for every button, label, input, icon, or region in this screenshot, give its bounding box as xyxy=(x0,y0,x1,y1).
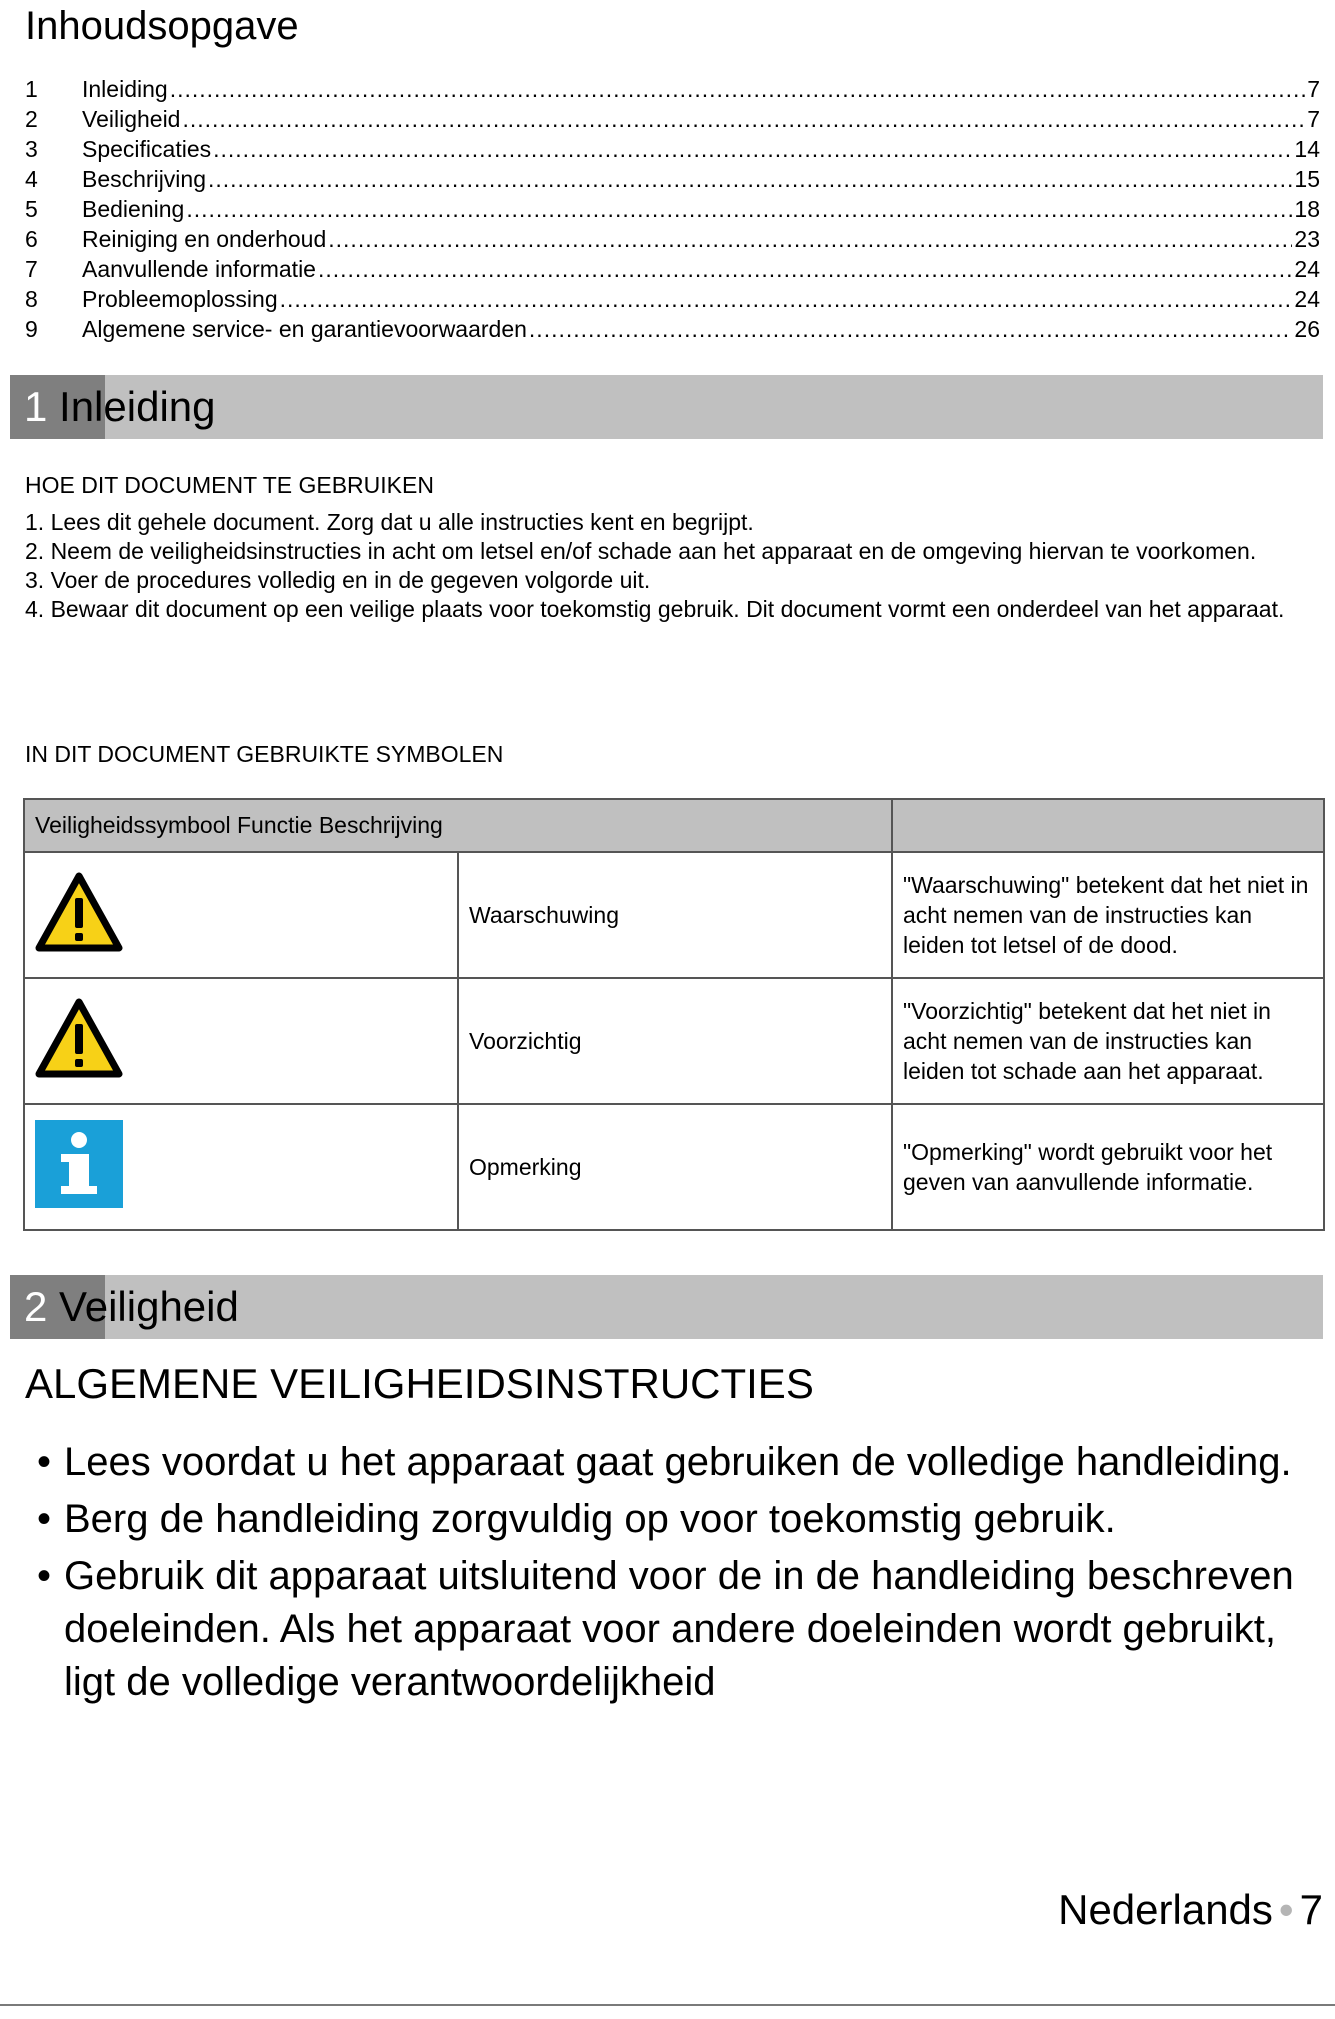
toc-label: Specificaties xyxy=(82,136,212,162)
toc-label: Aanvullende informatie xyxy=(82,256,316,282)
description-cell: "Voorzichtig" betekent dat het niet in acht nemen van de instructies kan leiden tot schade aan het apparaat. xyxy=(892,978,1324,1104)
bullet-icon: • xyxy=(37,1554,52,1598)
footer-separator: • xyxy=(1278,1886,1294,1933)
usage-steps xyxy=(25,508,1315,624)
section-title: Inleiding xyxy=(59,383,216,430)
bullet-text: Lees voordat u het apparaat gaat gebruiken de volledige handleiding. xyxy=(64,1440,1292,1484)
toc-page: 7 xyxy=(1307,106,1320,132)
toc-page: 14 xyxy=(1294,136,1320,162)
section-1-header xyxy=(10,375,1323,439)
toc-number: 2 xyxy=(25,106,38,132)
bullet-icon: • xyxy=(37,1440,52,1484)
toc-page: 7 xyxy=(1307,76,1320,102)
table-header-row xyxy=(24,799,1324,852)
toc-entry[interactable] xyxy=(25,196,1320,226)
function-cell: Voorzichtig xyxy=(458,978,892,1104)
safety-heading: ALGEMENE VEILIGHEIDSINSTRUCTIES xyxy=(25,1360,814,1407)
toc-title: Inhoudsopgave xyxy=(25,4,299,48)
table-row xyxy=(24,1104,1324,1230)
bottom-divider xyxy=(0,2004,1335,2006)
toc-number: 7 xyxy=(25,256,38,282)
safety-bullets xyxy=(25,1436,1325,1713)
toc-leader xyxy=(186,196,1292,223)
section-2-header xyxy=(10,1275,1323,1339)
toc-number: 3 xyxy=(25,136,38,162)
toc-number: 5 xyxy=(25,196,38,222)
section-1-title xyxy=(10,383,216,431)
page-number: 7 xyxy=(1299,1886,1323,1933)
toc-leader xyxy=(328,226,1292,253)
toc-leader xyxy=(213,136,1292,163)
description-cell: "Opmerking" wordt gebruikt voor het geven van aanvullende informatie. xyxy=(892,1104,1324,1230)
toc-number: 4 xyxy=(25,166,38,192)
bullet-text: Berg de handleiding zorgvuldig op voor toekomstig gebruik. xyxy=(64,1497,1116,1541)
warning-icon xyxy=(35,872,123,952)
section-2-title xyxy=(10,1283,239,1331)
symbol-cell xyxy=(24,978,458,1104)
footer-language: Nederlands xyxy=(1058,1886,1273,1933)
info-icon xyxy=(35,1120,123,1208)
symbol-cell xyxy=(24,1104,458,1230)
function-cell: Opmerking xyxy=(458,1104,892,1230)
description-cell: "Waarschuwing" betekent dat het niet in acht nemen van de instructies kan leiden tot letsel of de dood. xyxy=(892,852,1324,978)
page-footer xyxy=(1058,1886,1323,1934)
toc-entry[interactable] xyxy=(25,76,1320,106)
list-item: 2. Neem de veiligheidsinstructies in acht om letsel en/of schade aan het apparaat en de omgeving hiervan te voorkomen. xyxy=(25,538,1257,564)
toc-number: 8 xyxy=(25,286,38,312)
toc-page: 23 xyxy=(1294,226,1320,252)
toc-label: Veiligheid xyxy=(82,106,181,132)
toc-page: 24 xyxy=(1294,286,1320,312)
toc-leader xyxy=(170,76,1306,103)
list-item xyxy=(25,1550,1325,1709)
list-item: 3. Voer de procedures volledig en in de gegeven volgorde uit. xyxy=(25,567,651,593)
toc-page: 24 xyxy=(1294,256,1320,282)
bullet-icon: • xyxy=(37,1497,52,1541)
list-item: 1. Lees dit gehele document. Zorg dat u alle instructies kent en begrijpt. xyxy=(25,509,754,535)
toc-page: 15 xyxy=(1294,166,1320,192)
toc-entry[interactable] xyxy=(25,226,1320,256)
toc-leader xyxy=(529,316,1292,343)
toc-number: 6 xyxy=(25,226,38,252)
toc-number: 1 xyxy=(25,76,38,102)
toc-entry[interactable] xyxy=(25,256,1320,286)
toc-entry[interactable] xyxy=(25,106,1320,136)
list-item xyxy=(25,1493,1325,1546)
toc-label: Reiniging en onderhoud xyxy=(82,226,327,252)
symbol-cell xyxy=(24,852,458,978)
table-row xyxy=(24,852,1324,978)
toc-page: 18 xyxy=(1294,196,1320,222)
toc-label: Inleiding xyxy=(82,76,168,102)
toc-label: Algemene service- en garantievoorwaarden xyxy=(82,316,527,342)
table-row xyxy=(24,978,1324,1104)
table-header-empty xyxy=(892,799,1324,852)
list-item: 4. Bewaar dit document op een veilige plaats voor toekomstig gebruik. Dit document vormt een onderdeel van het apparaat. xyxy=(25,596,1285,622)
toc-entry[interactable] xyxy=(25,166,1320,196)
caution-icon xyxy=(35,998,123,1078)
toc-leader xyxy=(318,256,1292,283)
section-number: 2 xyxy=(24,1283,48,1330)
toc-page: 26 xyxy=(1294,316,1320,342)
function-cell: Waarschuwing xyxy=(458,852,892,978)
table-header: Veiligheidssymbool Functie Beschrijving xyxy=(24,799,892,852)
toc-entry[interactable] xyxy=(25,286,1320,316)
toc-entry[interactable] xyxy=(25,136,1320,166)
toc-leader xyxy=(182,106,1305,133)
symbols-subheading: IN DIT DOCUMENT GEBRUIKTE SYMBOLEN xyxy=(25,741,504,767)
table-of-contents xyxy=(25,76,1320,346)
toc-leader xyxy=(208,166,1292,193)
section-title: Veiligheid xyxy=(59,1283,239,1330)
usage-subheading: HOE DIT DOCUMENT TE GEBRUIKEN xyxy=(25,472,434,498)
toc-leader xyxy=(280,286,1293,313)
toc-label: Bediening xyxy=(82,196,185,222)
toc-entry[interactable] xyxy=(25,316,1320,346)
list-item xyxy=(25,1436,1325,1489)
bullet-text: Gebruik dit apparaat uitsluitend voor de in de handleiding beschreven doeleinden. Als het apparaat voor andere doeleinden wordt gebruikt, ligt de volledige verantwoordelijkheid xyxy=(64,1554,1294,1704)
section-number: 1 xyxy=(24,383,48,430)
toc-label: Beschrijving xyxy=(82,166,206,192)
toc-number: 9 xyxy=(25,316,38,342)
symbols-table xyxy=(23,798,1325,1231)
toc-label: Probleemoplossing xyxy=(82,286,278,312)
